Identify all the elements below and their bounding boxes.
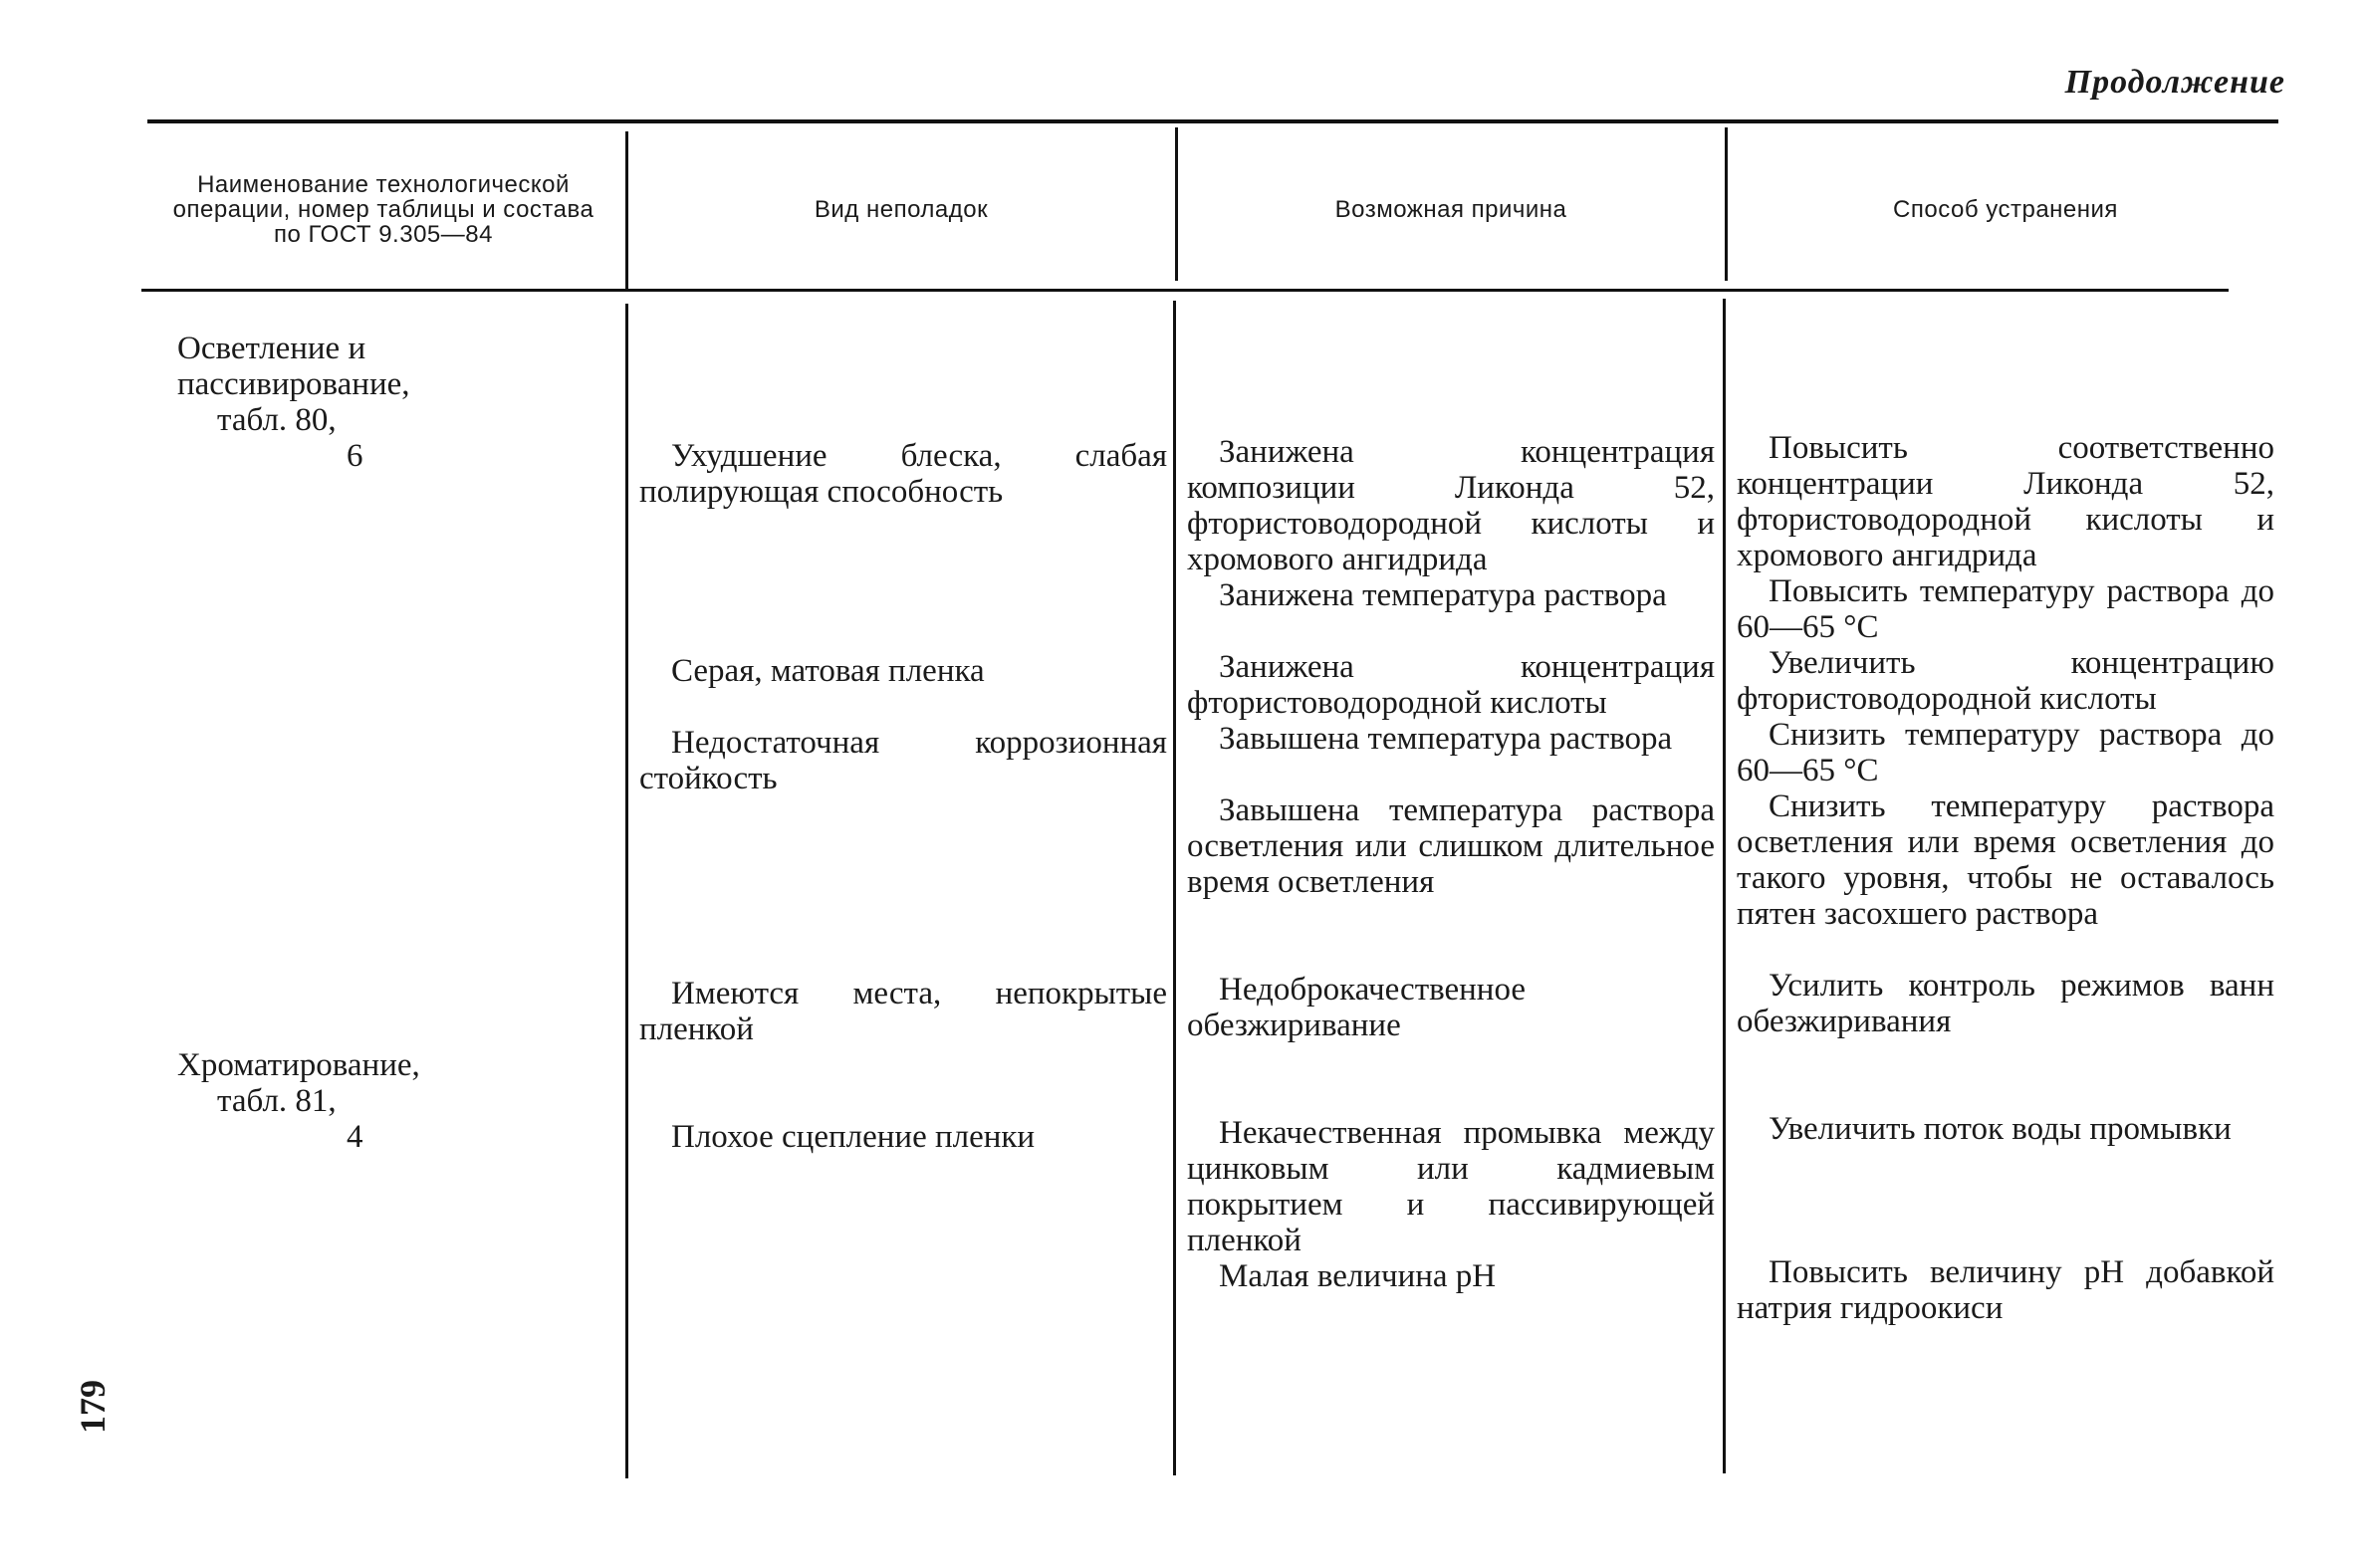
operation-2 (177, 1047, 595, 1155)
cause-8: Малая величина pH (1219, 1258, 1497, 1294)
cause-6: Недоброкачественное обезжиривание (1187, 972, 1527, 1043)
header-operation: Наименование технологической операции, номер таблицы и состава по ГОСТ 9.305—84 (172, 170, 594, 249)
remedy-1: Повысить соответственно концентрации Ликонда 52, фтористоводородной кислоты и хромового ангидрида (1737, 430, 2274, 573)
top-rule (147, 119, 2278, 123)
remedy-7: Увеличить поток воды промывки (1769, 1111, 2232, 1147)
remedy-8: Повысить величину pH добавкой натрия гидроокиси (1737, 1254, 2274, 1326)
defect-4: Имеются места, непокрытые пленкой (639, 976, 1167, 1047)
cause-7: Некачественная промывка между цинковым или кадмиевым покрытием и пассивирующей пленкой (1187, 1115, 1715, 1258)
remedy-4: Снизить температуру раствора до 60—65 °С (1737, 717, 2274, 788)
defect-3: Недостаточная коррозионная стойкость (639, 725, 1167, 796)
operation-2-table: табл. 81, (217, 1083, 337, 1119)
cause-5: Завышена температура раствора осветления или слишком длительное время осветления (1187, 792, 1715, 900)
column-divider-2 (1175, 127, 1178, 281)
cause-1: Занижена концентрация композиции Ликонда 52, фтористоводородной кислоты и хромового ангидрида (1187, 434, 1715, 577)
operation-1-table: табл. 80, (217, 402, 337, 438)
operation-2-composition: 4 (347, 1119, 363, 1155)
remedy-5: Снизить температуру раствора осветления или время осветления до такого уровня, чтобы не оставалось пятен засохшего раствора (1737, 788, 2274, 932)
cause-4: Завышена температура раствора (1219, 721, 1673, 757)
operation-1 (177, 331, 595, 474)
remedy-2: Повысить температуру раствора до 60—65 °С (1737, 573, 2274, 645)
remedy-6: Усилить контроль режимов ванн обезжиривания (1737, 968, 2274, 1039)
cause-3: Занижена концентрация фтористоводородной кислоты (1187, 649, 1715, 721)
cause-2: Занижена температура раствора (1219, 577, 1667, 613)
remedy-3: Увеличить концентрацию фтористоводородной кислоты (1737, 645, 2274, 717)
header-defect: Вид неполадок (814, 195, 989, 223)
header-bottom-rule (141, 289, 2229, 292)
column-divider-3 (1725, 127, 1728, 281)
column-divider-3-body (1723, 299, 1726, 1473)
operation-1-title: Осветление и пассивирование, (177, 331, 410, 402)
column-divider-1-body (625, 304, 628, 1478)
defect-1: Ухудшение блеска, слабая полирующая способность (639, 438, 1167, 510)
header-remedy: Способ устранения (1893, 195, 2118, 223)
defect-2: Серая, матовая пленка (671, 653, 985, 689)
operation-1-composition: 6 (347, 438, 363, 474)
page-number: 179 (73, 1380, 113, 1434)
column-divider-1 (625, 131, 628, 289)
defect-5: Плохое сцепление пленки (671, 1119, 1036, 1155)
operation-2-title: Хроматирование, (177, 1047, 420, 1083)
column-divider-2-body (1173, 301, 1176, 1475)
header-cause: Возможная причина (1334, 195, 1567, 223)
continuation-label: Продолжение (2064, 64, 2285, 101)
